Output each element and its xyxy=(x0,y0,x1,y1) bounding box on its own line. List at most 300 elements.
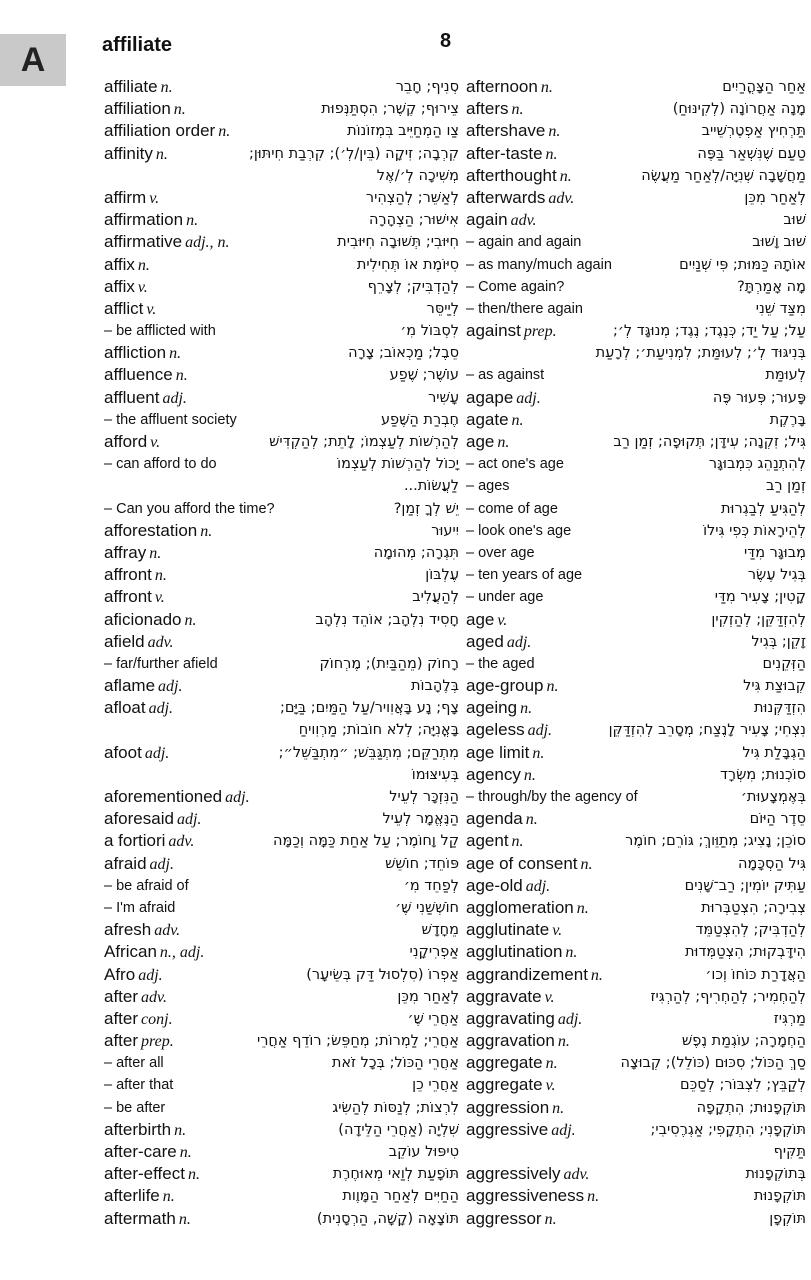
phrase-text: – Can you afford the time? xyxy=(104,500,275,517)
phrase-text: – can afford to do xyxy=(104,456,217,473)
part-of-speech: v. xyxy=(150,434,161,451)
hebrew-translation: יֵשׁ לְךָ זְמַן? xyxy=(393,500,459,517)
hebrew-translation: הַנֶּאֱמָר לְעֵיל xyxy=(382,811,459,828)
hebrew-translation: בְּגִיל עֶשֶׂר xyxy=(747,567,806,584)
phrase-text: – again and again xyxy=(466,234,582,251)
hebrew-translation: הַחְמָרָה; עוֹגְמַת נֶפֶשׁ xyxy=(681,1033,806,1050)
headword: agency xyxy=(466,764,521,784)
headword: agate xyxy=(466,409,509,429)
headword: affiliation xyxy=(104,99,171,119)
dictionary-entry xyxy=(104,941,459,963)
headword: after-effect xyxy=(104,1164,185,1184)
hebrew-translation: אַפְרוֹ (סִלְסוּל דַּק בְּשֵׂיעָר) xyxy=(306,966,459,983)
hebrew-translation: סֵבֶל; מַכְאוֹב; צָרָה xyxy=(348,345,459,362)
hebrew-translation: לִסְבּוֹל מִ׳ xyxy=(400,323,459,340)
dictionary-entry xyxy=(104,853,459,875)
headword: afresh xyxy=(104,920,152,940)
hebrew-translation: הַנִּזְכָּר לְעֵיל xyxy=(389,789,459,805)
dictionary-entry xyxy=(104,1074,459,1096)
hebrew-translation: תּוֹצָאָה (קָשָׁה, הַרְסָנִית) xyxy=(316,1210,459,1227)
dictionary-entry xyxy=(466,919,806,941)
dictionary-entry xyxy=(104,830,459,852)
hebrew-translation: לְעוּמַּת xyxy=(765,367,806,384)
hebrew-translation: תּוֹקְפָנוּת xyxy=(753,1188,806,1205)
part-of-speech: n. xyxy=(179,1144,192,1161)
hebrew-translation: הַאֲדָרַת כּוֹחוֹ וְכו׳ xyxy=(705,966,806,983)
part-of-speech: adv. xyxy=(141,988,167,1006)
part-of-speech: n. xyxy=(559,167,572,185)
dictionary-entry xyxy=(104,431,459,453)
part-of-speech: n. xyxy=(497,434,510,451)
part-of-speech: v. xyxy=(497,611,508,629)
part-of-speech: n. xyxy=(544,1210,557,1228)
headword: aggressive xyxy=(466,1119,549,1139)
page-number: 8 xyxy=(440,30,452,52)
part-of-speech: n. xyxy=(155,145,168,163)
part-of-speech: n. xyxy=(160,79,173,96)
hebrew-translation: גִּיל; זִקְנָה; עִידָּן; תְּקוּפָה; זְמַן רַב xyxy=(613,434,806,450)
part-of-speech: v. xyxy=(544,988,555,1006)
part-of-speech: n. xyxy=(174,1121,187,1139)
phrase-text: – look one's age xyxy=(466,522,572,539)
phrase-text: – under age xyxy=(466,589,544,606)
dictionary-entry xyxy=(104,1185,459,1207)
tab-letter: A xyxy=(20,40,46,79)
hebrew-translation: תּוֹקְפָנִי; הִתְקָפִי; אַגְרֶסִיבִי; xyxy=(650,1121,806,1138)
part-of-speech: n. xyxy=(218,123,231,141)
dictionary-entry xyxy=(104,564,459,586)
headword: age-old xyxy=(466,875,523,895)
phrase-text: – after all xyxy=(104,1055,164,1072)
dictionary-entry xyxy=(104,387,459,409)
headword: aggression xyxy=(466,1097,550,1117)
dictionary-entry xyxy=(466,1030,806,1052)
part-of-speech: adv. xyxy=(168,833,195,851)
headword: affirmative xyxy=(104,232,183,252)
part-of-speech: n. xyxy=(552,1099,565,1117)
dictionary-entry xyxy=(466,964,806,986)
dictionary-entry xyxy=(104,298,459,320)
part-of-speech: n. xyxy=(545,1055,558,1073)
headword: aged xyxy=(466,631,504,651)
dictionary-entry xyxy=(104,1141,459,1163)
headword: aforesaid xyxy=(104,809,174,829)
hebrew-translation: לְקַבֵּץ; לִצְבּוֹר; לְסַכֵּם xyxy=(679,1077,806,1094)
headword: agenda xyxy=(466,809,523,829)
dictionary-entry xyxy=(466,165,806,187)
hebrew-translation: נִצְחִי; צָעִיר לָנֶצַח; מְסָרֵב לְהִזְדַּקֵּן xyxy=(608,722,806,739)
dictionary-entry xyxy=(104,764,459,786)
dictionary-entry xyxy=(104,542,459,564)
hebrew-translation: לְהִתְנַהֵג כִּמְבוּגָּר xyxy=(708,456,806,473)
dictionary-entry xyxy=(466,98,806,120)
hebrew-translation: סוֹכְנוּת; מִשְׂרָד xyxy=(719,766,806,783)
hebrew-translation: אַחֲרֵי שֶׁ׳ xyxy=(407,1010,459,1027)
part-of-speech: conj. xyxy=(141,1010,173,1028)
dictionary-entry xyxy=(466,830,806,852)
part-of-speech: adj. xyxy=(525,877,551,895)
dictionary-entry xyxy=(104,209,459,231)
hebrew-translation: עֶלְבּוֹן xyxy=(425,567,459,584)
part-of-speech: n. xyxy=(576,899,589,917)
hebrew-translation: גִּיל הַסְכָּמָה xyxy=(738,855,806,872)
dictionary-entry xyxy=(466,120,806,142)
headword: afflict xyxy=(104,298,144,318)
dictionary-entry xyxy=(466,564,806,586)
part-of-speech: n., adj. xyxy=(159,944,205,962)
headword: afterwards xyxy=(466,187,546,207)
part-of-speech: v. xyxy=(146,300,157,318)
hebrew-translation: קִרְבָה; זִיקָה (בֵּין/לְ׳); קִרְבַת חִיתּוּן; xyxy=(248,145,459,162)
dictionary-entry xyxy=(466,1208,806,1230)
hebrew-translation: אַפְרִיקָנִי xyxy=(409,944,459,961)
headword: agent xyxy=(466,831,509,851)
dictionary-entry xyxy=(466,586,806,608)
part-of-speech: n. xyxy=(523,766,536,784)
headword: affix xyxy=(104,276,135,296)
dictionary-entry xyxy=(466,475,806,497)
hebrew-translation: אִישׁוּר; הַצְהָרָה xyxy=(368,212,459,229)
dictionary-entry xyxy=(466,1008,806,1030)
headword: aggrandizement xyxy=(466,964,588,984)
part-of-speech: n. xyxy=(154,567,167,585)
phrase-text: – the affluent society xyxy=(104,411,237,428)
dictionary-entry xyxy=(466,675,806,697)
dictionary-entry xyxy=(466,254,806,276)
dictionary-entry xyxy=(104,697,459,719)
hebrew-translation: בְּאֶמְצָעוּת׳ xyxy=(740,789,806,805)
dictionary-entry xyxy=(466,520,806,542)
part-of-speech: n. xyxy=(173,101,186,119)
headword: aflame xyxy=(104,676,156,696)
hebrew-translation: מְשִׁיכָה לְ׳/אֶל xyxy=(376,167,459,184)
headword: after-taste xyxy=(466,143,543,163)
hebrew-translation: חֶבְרַת הַשֶּׁפַע xyxy=(380,411,459,428)
hebrew-translation: צָף; נָע בָּאֲוִויר/עַל הַמַּיִם; בַּיָּם; xyxy=(279,700,459,717)
headword: again xyxy=(466,210,508,230)
dictionary-entry xyxy=(104,786,459,808)
dictionary-entry xyxy=(466,498,806,520)
phrase-text: – then/there again xyxy=(466,300,583,317)
dictionary-entry xyxy=(104,875,459,897)
part-of-speech: n. xyxy=(590,966,603,984)
guide-word: affiliate xyxy=(102,34,173,56)
hebrew-translation: לִרְצוֹת; לְנַסּוֹת לְהַשִּׂיג xyxy=(332,1099,459,1116)
headword: Afro xyxy=(104,964,136,984)
part-of-speech: adv. xyxy=(147,633,174,651)
part-of-speech: adj. xyxy=(557,1010,583,1028)
dictionary-entry xyxy=(466,409,806,431)
dictionary-entry xyxy=(104,964,459,986)
dictionary-entry xyxy=(466,320,806,342)
headword: affinity xyxy=(104,143,153,163)
part-of-speech: n. xyxy=(149,544,162,562)
hebrew-translation: חִיּוּבִי; תְּשׁוּבָה חִיּוּבִית xyxy=(337,234,459,251)
headword: afield xyxy=(104,631,145,651)
dictionary-entry xyxy=(104,76,459,98)
part-of-speech: adj. xyxy=(516,389,541,407)
part-of-speech: n. xyxy=(546,678,559,696)
phrase-text: – act one's age xyxy=(466,456,564,473)
hebrew-translation: תּוֹקְפָן xyxy=(769,1210,806,1227)
hebrew-translation: קְבוּצַת גִּיל xyxy=(743,678,806,695)
dictionary-entry xyxy=(466,542,806,564)
headword: agglutination xyxy=(466,942,563,962)
headword: afford xyxy=(104,432,148,451)
phrase-text: – I'm afraid xyxy=(104,899,176,916)
dictionary-entry xyxy=(104,320,459,342)
phrase-text: – after that xyxy=(104,1077,174,1094)
dictionary-entry xyxy=(104,498,459,520)
phrase-text: – be afraid of xyxy=(104,877,189,894)
headword: afterbirth xyxy=(104,1119,172,1139)
dictionary-entry xyxy=(466,453,806,475)
dictionary-entry xyxy=(104,409,459,431)
part-of-speech: adj. xyxy=(551,1121,576,1139)
dictionary-entry xyxy=(466,697,806,719)
dictionary-entry xyxy=(104,143,459,165)
hebrew-translation: לַעֲשׂוֹת... xyxy=(403,478,459,495)
hebrew-translation: אַחֲרֵי הַכּוֹל; בְּכָל זֹאת xyxy=(331,1055,459,1072)
part-of-speech: adj. xyxy=(176,811,202,829)
hebrew-translation: מָה אָמַרְתָּ? xyxy=(737,278,806,295)
hebrew-translation: לְיַיסֵּר xyxy=(426,300,459,317)
right-column xyxy=(466,76,806,1230)
headword: agglomeration xyxy=(466,897,574,917)
headword: affiliate xyxy=(104,77,158,96)
dictionary-entry xyxy=(104,231,459,253)
headword: against xyxy=(466,321,521,341)
hebrew-translation: לְהַדְבִּיק; לְהִצְטַמֵּד xyxy=(695,922,806,939)
dictionary-entry xyxy=(466,431,806,453)
hebrew-translation: זָקֵן; בְּגִיל xyxy=(751,633,806,650)
dictionary-entry xyxy=(466,808,806,830)
hebrew-translation: טַעַם שֶׁנִּשְׁאַר בַּפֶּה xyxy=(697,145,806,162)
dictionary-entry xyxy=(104,675,459,697)
part-of-speech: n. xyxy=(200,522,213,540)
part-of-speech: adv. xyxy=(548,189,575,207)
part-of-speech: n. xyxy=(525,811,538,829)
part-of-speech: adj., n. xyxy=(185,234,230,252)
hebrew-translation: אַחַר הַצָּהֳרַיִים xyxy=(722,79,806,95)
hebrew-translation: פָּעוּר; פְּעוּר פֶּה xyxy=(712,389,806,406)
hebrew-translation: הִזְדַּקְּנוּת xyxy=(754,700,806,717)
dictionary-entry xyxy=(104,586,459,608)
dictionary-entry xyxy=(104,520,459,542)
part-of-speech: n. xyxy=(162,1188,175,1206)
part-of-speech: prep. xyxy=(523,323,557,341)
hebrew-translation: עָשִׁיר xyxy=(428,389,459,406)
hebrew-translation: מִצַּד שֵׁנִי xyxy=(755,300,806,317)
dictionary-entry xyxy=(466,1141,806,1163)
dictionary-entry xyxy=(466,609,806,631)
dictionary-entry xyxy=(466,786,806,808)
hebrew-translation: לְאַחַר מִכֵּן xyxy=(397,988,459,1005)
hebrew-translation: סַךְ הַכּוֹל; סִכּוּם (כּוֹלֵל); קְבוּצָה xyxy=(620,1055,806,1072)
dictionary-entry xyxy=(104,453,459,475)
dictionary-entry xyxy=(466,986,806,1008)
dictionary-entry xyxy=(104,742,459,764)
dictionary-entry xyxy=(466,875,806,897)
dictionary-entry xyxy=(104,276,459,298)
headword: affiliation order xyxy=(104,121,216,141)
headword: affix xyxy=(104,254,135,274)
headword: affray xyxy=(104,542,147,562)
dictionary-entry xyxy=(466,719,806,741)
dictionary-entry xyxy=(466,143,806,165)
headword: ageing xyxy=(466,698,518,718)
dictionary-entry xyxy=(104,187,459,209)
phrase-text: – ages xyxy=(466,478,510,495)
part-of-speech: n. xyxy=(511,411,524,429)
hebrew-translation: מַחֲשָׁבָה שְׁנִיָּה/לְאַחַר מַעֲשֶׂה xyxy=(641,167,806,184)
hebrew-translation: חָסִיד נִלְהָב; אוֹהֵד נִלְהָב xyxy=(315,611,459,628)
hebrew-translation: תַּקִּיף xyxy=(773,1144,806,1160)
hebrew-translation: לְהַדְבִּיק; לְצָרֵף xyxy=(367,278,459,295)
headword: African xyxy=(104,942,157,962)
hebrew-translation: מִתְרַקֵּם; מִתְגַּבֵּשׁ; ״מִתְבַּשֵּׁל״; xyxy=(278,744,459,761)
headword: aggravation xyxy=(466,1031,555,1051)
hebrew-translation: תִּגְרָה; מְהוּמָה xyxy=(373,544,459,561)
hebrew-translation: רָחוֹק (מֵהַבַּיִת); מֶרְחוֹק xyxy=(319,655,459,672)
dictionary-entry xyxy=(466,897,806,919)
part-of-speech: n. xyxy=(178,1210,191,1228)
dictionary-entry xyxy=(466,764,806,786)
hebrew-translation: זְמַן רַב xyxy=(766,478,806,495)
headword: age of consent xyxy=(466,853,578,873)
hebrew-translation: אוֹתָהּ כַּמּוּת; פִּי שְׁנַיִים xyxy=(679,256,806,273)
headword: after xyxy=(104,986,139,1006)
headword: aggregate xyxy=(466,1075,543,1095)
part-of-speech: v. xyxy=(552,922,563,940)
hebrew-translation: טִיפּוּל עוֹקֵב xyxy=(388,1144,459,1160)
part-of-speech: n. xyxy=(511,833,524,851)
hebrew-translation: תַּרְחִיץ אַפְטֶרְשֵׁייב xyxy=(701,123,806,140)
headword: age limit xyxy=(466,742,530,762)
part-of-speech: n. xyxy=(557,1033,570,1051)
hebrew-translation: קָטִין; צָעִיר מִדַּי xyxy=(714,589,806,606)
headword: affront xyxy=(104,565,152,585)
headword: afoot xyxy=(104,742,142,762)
hebrew-translation: שִׁלְיָה (אַחֲרֵי הַלֵּידָה) xyxy=(338,1121,459,1138)
part-of-speech: n. xyxy=(580,855,593,873)
headword: afraid xyxy=(104,853,147,873)
part-of-speech: adv. xyxy=(563,1166,590,1184)
hebrew-translation: הַגְבָּלַת גִּיל xyxy=(742,744,806,761)
hebrew-translation: בְּלֶהָבוֹת xyxy=(411,678,459,695)
dictionary-entry xyxy=(466,742,806,764)
headword: aggregate xyxy=(466,1053,543,1073)
hebrew-translation: לְהַחְמִיר; לְהַחְרִיף; לְהַרְגִּיז xyxy=(650,988,806,1005)
dictionary-entry xyxy=(466,364,806,386)
headword: ageless xyxy=(466,720,525,740)
headword: aftershave xyxy=(466,121,546,141)
hebrew-translation: לְאַשֵּׁר; לְהַצְהִיר xyxy=(365,189,459,206)
hebrew-translation: סִיּוֹמֶת אוֹ תְּחִילִית xyxy=(356,256,459,273)
hebrew-translation: מָנָה אַחֲרוֹנָה (לְקִינּוּחַ) xyxy=(672,101,806,118)
dictionary-entry xyxy=(466,853,806,875)
part-of-speech: n. xyxy=(587,1188,600,1206)
part-of-speech: n. xyxy=(511,101,524,119)
headword: aggravate xyxy=(466,986,542,1006)
headword: affluence xyxy=(104,365,173,385)
headword: after xyxy=(104,1008,139,1028)
dictionary-entry xyxy=(466,231,806,253)
hebrew-translation: יִיעוּר xyxy=(431,522,459,539)
dictionary-entry xyxy=(104,254,459,276)
hebrew-translation: צֵירוּף; קֶשֶׁר; הִסְתַּנְּפוּת xyxy=(321,101,459,118)
dictionary-entry xyxy=(466,387,806,409)
headword: afterthought xyxy=(466,165,557,185)
phrase-text: – far/further afield xyxy=(104,655,218,672)
hebrew-translation: לְאַחַר מִכֵּן xyxy=(744,189,806,206)
part-of-speech: adj. xyxy=(138,966,163,984)
part-of-speech: n. xyxy=(187,1166,200,1184)
part-of-speech: adv. xyxy=(510,212,537,230)
hebrew-translation: סֵדֶר הַיּוֹם xyxy=(749,811,806,828)
headword: afloat xyxy=(104,698,146,718)
hebrew-translation: סוֹכֵן; נָצִיג; מְתַוֵּוךְ; גּוֹרֵם; חוֹמֶר xyxy=(625,833,806,850)
headword: a fortiori xyxy=(104,831,166,851)
headword: aggressor xyxy=(466,1208,542,1228)
phrase-text: – as many/much again xyxy=(466,256,612,273)
headword: affluent xyxy=(104,387,160,407)
headword: agglutinate xyxy=(466,920,550,940)
headword: afternoon xyxy=(466,77,538,96)
dictionary-entry xyxy=(104,808,459,830)
dictionary-entry xyxy=(104,1030,459,1052)
dictionary-entry xyxy=(104,1208,459,1230)
hebrew-translation: עוֹשֶׁר; שֶׁפַע xyxy=(389,367,459,384)
hebrew-translation: מֵחָדָשׁ xyxy=(421,922,459,939)
phrase-text: – as against xyxy=(466,367,545,384)
hebrew-translation: סְנִיף; חָבֵר xyxy=(395,79,459,95)
hebrew-translation: תּוֹקְפָנוּת; הִתְקָפָה xyxy=(696,1099,806,1116)
dictionary-entry xyxy=(466,1052,806,1074)
hebrew-translation: לְהַרְשׁוֹת לְעַצְמוֹ; לָתֵת; לְהַקְדִּישׁ xyxy=(269,434,459,450)
hebrew-translation: מְבוּגָּר מִדַּי xyxy=(744,544,806,561)
dictionary-entry xyxy=(104,1008,459,1030)
hebrew-translation: צַו הַמְחַיֵּיב בִּמְזוֹנוֹת xyxy=(347,123,459,140)
headword: afters xyxy=(466,99,509,119)
phrase-text: – come of age xyxy=(466,500,558,517)
part-of-speech: n. xyxy=(186,212,199,230)
dictionary-entry xyxy=(466,1185,806,1207)
dictionary-entry xyxy=(466,1074,806,1096)
headword: afforestation xyxy=(104,520,198,540)
headword: affirm xyxy=(104,187,147,207)
hebrew-translation: בְּתוֹקְפָנוּת xyxy=(745,1166,806,1183)
part-of-speech: prep. xyxy=(141,1033,174,1051)
dictionary-entry xyxy=(104,986,459,1008)
hebrew-translation: עַל; עַל יַד; כְּנֶגֶד; נֶגֶד; מְנוּגָּד לְ׳; xyxy=(613,323,806,340)
dictionary-entry xyxy=(104,165,459,187)
hebrew-translation: יָכוֹל לְהַרְשׁוֹת לְעַצְמוֹ xyxy=(337,456,459,473)
dictionary-entry xyxy=(104,98,459,120)
hebrew-translation: הִידָּבְקוּת; הִצְטַמְּדוּת xyxy=(685,944,806,961)
hebrew-translation: בְּנִיגּוּד לְ׳; לְעוּמַּת; לִמְנִיעַת׳; לְרָעַת xyxy=(595,345,806,362)
dictionary-entry xyxy=(104,364,459,386)
hebrew-translation: עַתִּיק יוֹמִין; רַב־שָׁנִים xyxy=(684,877,806,894)
dictionary-entry xyxy=(104,1163,459,1185)
phrase-text: – over age xyxy=(466,544,535,561)
dictionary-entry xyxy=(104,609,459,631)
hebrew-translation: לְהֵירָאוֹת כְּפִי גִּילוֹ xyxy=(703,522,806,539)
headword: aficionado xyxy=(104,609,182,629)
dictionary-entry xyxy=(466,1119,806,1141)
hebrew-translation: לְפַחֵד מִ׳ xyxy=(403,877,459,894)
part-of-speech: adj. xyxy=(144,744,170,762)
